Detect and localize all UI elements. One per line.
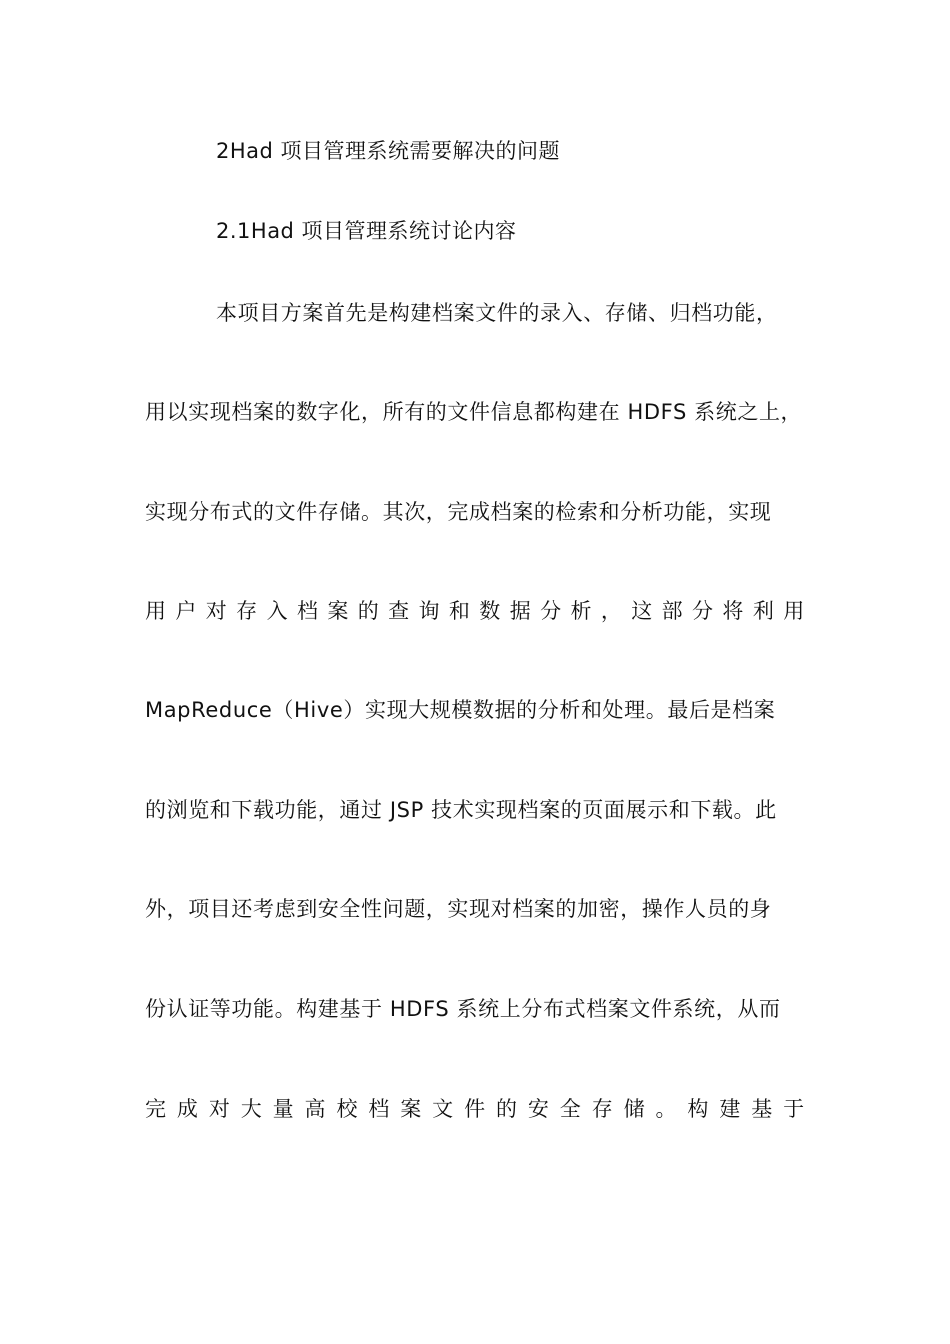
paragraph-line-1: 本项目方案首先是构建档案文件的录入、存储、归档功能， — [216, 301, 778, 325]
justified-char: 成 — [176, 1097, 199, 1121]
justified-char: 的 — [495, 1097, 518, 1121]
justified-char: 文 — [432, 1097, 454, 1121]
justified-char: 高 — [304, 1097, 327, 1121]
justified-char: 校 — [336, 1097, 359, 1121]
justified-char: 分 — [692, 599, 714, 623]
justified-char: 案 — [327, 599, 349, 623]
justified-char: 询 — [418, 599, 441, 623]
justified-char: 大 — [240, 1097, 263, 1121]
justified-char: 对 — [208, 1097, 231, 1121]
justified-char: 档 — [296, 599, 319, 623]
justified-char: 基 — [751, 1097, 773, 1121]
justified-char: 用 — [145, 599, 167, 623]
justified-char: 。 — [655, 1097, 678, 1121]
paragraph-line-7: 外，项目还考虑到安全性问题，实现对档案的加密，操作人员的身 — [145, 897, 772, 921]
justified-char: 和 — [448, 599, 471, 623]
justified-char: 据 — [509, 599, 532, 623]
justified-char: 建 — [719, 1097, 741, 1121]
justified-char: 数 — [479, 599, 501, 623]
section-heading: 2Had 项目管理系统需要解决的问题 — [216, 139, 561, 163]
justified-char: 的 — [357, 599, 380, 623]
justified-char: 析 — [570, 599, 593, 623]
justified-char: ， — [600, 599, 623, 623]
subsection-heading: 2.1Had 项目管理系统讨论内容 — [216, 219, 517, 243]
justified-char: 储 — [623, 1097, 646, 1121]
justified-char: 将 — [722, 599, 745, 623]
justified-char: 完 — [145, 1097, 167, 1121]
justified-char: 案 — [400, 1097, 422, 1121]
justified-char: 安 — [527, 1097, 550, 1121]
paragraph-line-6: 的浏览和下载功能，通过 JSP 技术实现档案的页面展示和下载。此 — [145, 798, 777, 822]
justified-char: 入 — [266, 599, 289, 623]
paragraph-line-5: MapReduce（Hive）实现大规模数据的分析和处理。最后是档案 — [145, 698, 776, 722]
justified-char: 利 — [752, 599, 775, 623]
justified-char: 于 — [783, 1097, 805, 1121]
justified-char: 查 — [388, 599, 410, 623]
justified-char: 件 — [464, 1097, 486, 1121]
justified-char: 用 — [783, 599, 805, 623]
justified-char: 对 — [205, 599, 228, 623]
justified-char: 档 — [368, 1097, 390, 1121]
justified-char: 户 — [175, 599, 197, 623]
paragraph-line-3: 实现分布式的文件存储。其次，完成档案的检索和分析功能，实现 — [145, 500, 772, 524]
paragraph-line-9 — [145, 1094, 805, 1124]
justified-char: 部 — [661, 599, 684, 623]
paragraph-line-2: 用以实现档案的数字化，所有的文件信息都构建在 HDFS 系统之上， — [145, 400, 803, 424]
paragraph-line-8: 份认证等功能。构建基于 HDFS 系统上分布式档案文件系统，从而 — [145, 997, 781, 1021]
justified-char: 存 — [236, 599, 258, 623]
justified-char: 全 — [559, 1097, 582, 1121]
justified-char: 分 — [540, 599, 562, 623]
justified-char: 量 — [272, 1097, 295, 1121]
justified-char: 存 — [591, 1097, 614, 1121]
paragraph-line-4 — [145, 596, 805, 626]
justified-char: 构 — [687, 1097, 710, 1121]
justified-char: 这 — [631, 599, 653, 623]
